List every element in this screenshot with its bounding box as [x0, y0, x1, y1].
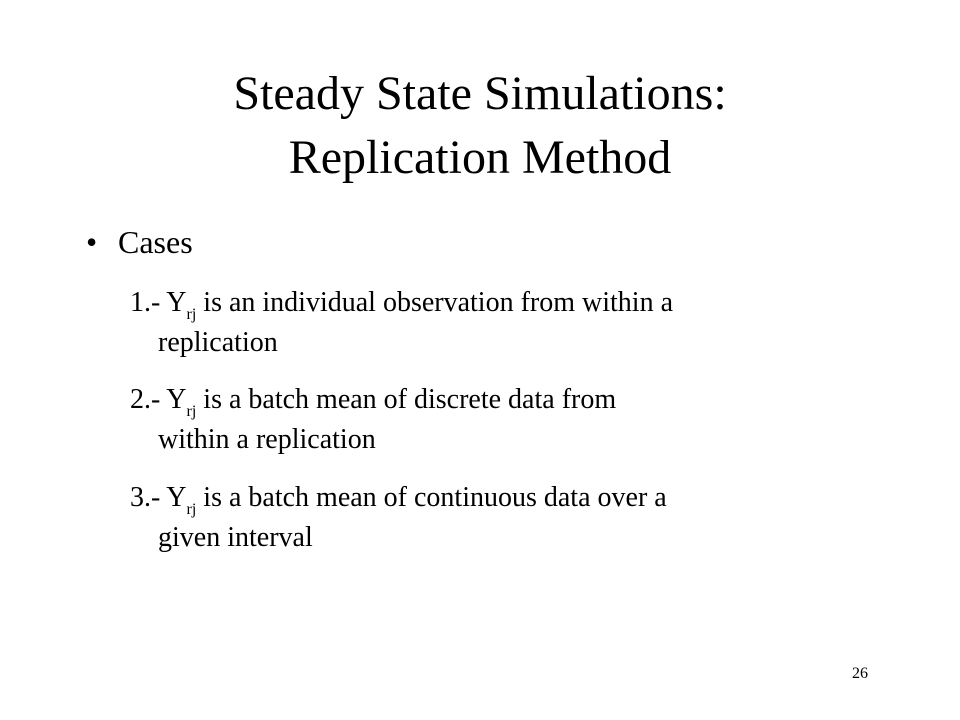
case-2-prefix: 2.- Y [130, 384, 187, 415]
case-1-text: is an individual observation from within a [196, 287, 673, 318]
case-1-line-1 [130, 283, 870, 323]
case-2-text: is a batch mean of discrete data from [196, 384, 617, 415]
title-line-2: Replication Method [288, 131, 672, 184]
case-3-line-1 [130, 478, 870, 518]
case-3-prefix: 3.- Y [130, 482, 187, 513]
case-1-prefix: 1.- Y [130, 287, 187, 318]
case-2-subscript: rj [186, 403, 197, 420]
bullet-text: Cases [118, 224, 193, 260]
case-3-text: is a batch mean of continuous data over a [196, 482, 667, 513]
case-item-1 [130, 283, 870, 363]
case-3-line-2: given interval [158, 522, 313, 553]
bullet-dot-icon: • [86, 224, 98, 260]
bullet-cases [86, 220, 193, 264]
slide-title [60, 62, 900, 190]
case-item-3 [130, 478, 870, 558]
case-1-subscript: rj [186, 306, 197, 323]
case-2-line-1 [130, 380, 870, 420]
case-3-subscript: rj [186, 501, 197, 518]
title-line-1: Steady State Simulations: [233, 67, 727, 120]
case-item-2 [130, 380, 870, 460]
case-2-line-2: within a replication [158, 424, 376, 455]
case-1-line-2: replication [158, 327, 278, 358]
page-number: 26 [852, 665, 868, 682]
